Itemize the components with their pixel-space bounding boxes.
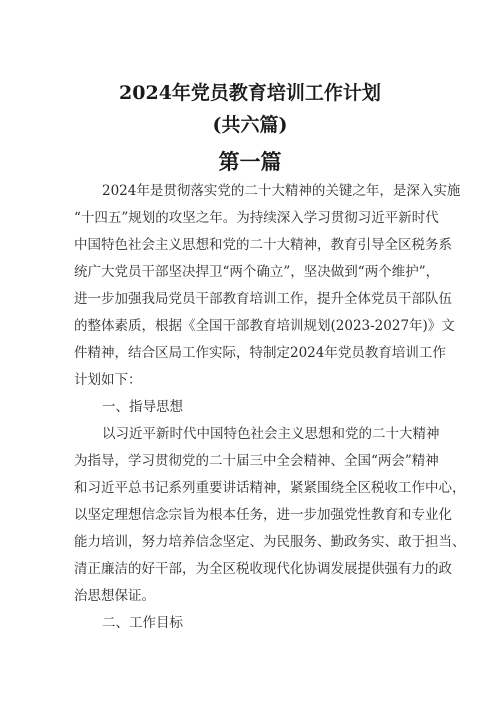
section-heading: 一、指导思想 [102, 399, 183, 415]
document-title: 2024年党员教育培训工作计划 [119, 82, 381, 104]
paragraph-line: 和习近平总书记系列重要讲话精神，紧紧围绕全区税收工作中心， [74, 480, 466, 496]
paragraph-line: 2024年是贯彻落实党的二十大精神的关键之年，是深入实施 [102, 183, 461, 199]
paragraph-line: 清正廉洁的好干部，为全区税收现代化协调发展提供强有力的政 [74, 561, 452, 577]
paragraph-line: 以习近平新时代中国特色社会主义思想和党的二十大精神 [102, 426, 440, 442]
paragraph-line: 中国特色社会主义思想和党的二十大精神，教育引导全区税务系 [74, 237, 452, 253]
paragraph-line: 计划如下： [74, 372, 142, 388]
document-subtitle: (共六篇) [212, 114, 288, 136]
part-title: 第一篇 [218, 149, 282, 174]
paragraph-line: 为指导，学习贯彻党的二十届三中全会精神、全国“两会”精神 [74, 453, 439, 469]
paragraph-line: 统广大党员干部坚决捍卫“两个确立”，坚决做到“两个维护”， [74, 264, 440, 280]
paragraph-line: “十四五”规划的攻坚之年。为持续深入学习贯彻习近平新时代 [74, 210, 439, 226]
paragraph-line: 件精神，结合区局工作实际，特制定2024年党员教育培训工作 [74, 345, 446, 361]
paragraph-line: 能力培训，努力培养信念坚定、为民服务、勤政务实、敢于担当、 [74, 534, 466, 550]
paragraph-line: 以坚定理想信念宗旨为根本任务，进一步加强党性教育和专业化 [74, 507, 452, 523]
section-heading: 二、工作目标 [102, 615, 183, 631]
paragraph-line: 的整体素质，根据《全国干部教育培训规划(2023-2027年)》文 [74, 318, 455, 334]
paragraph-line: 进一步加强我局党员干部教育培训工作，提升全体党员干部队伍 [74, 291, 452, 307]
paragraph-line: 治思想保证。 [74, 588, 155, 604]
